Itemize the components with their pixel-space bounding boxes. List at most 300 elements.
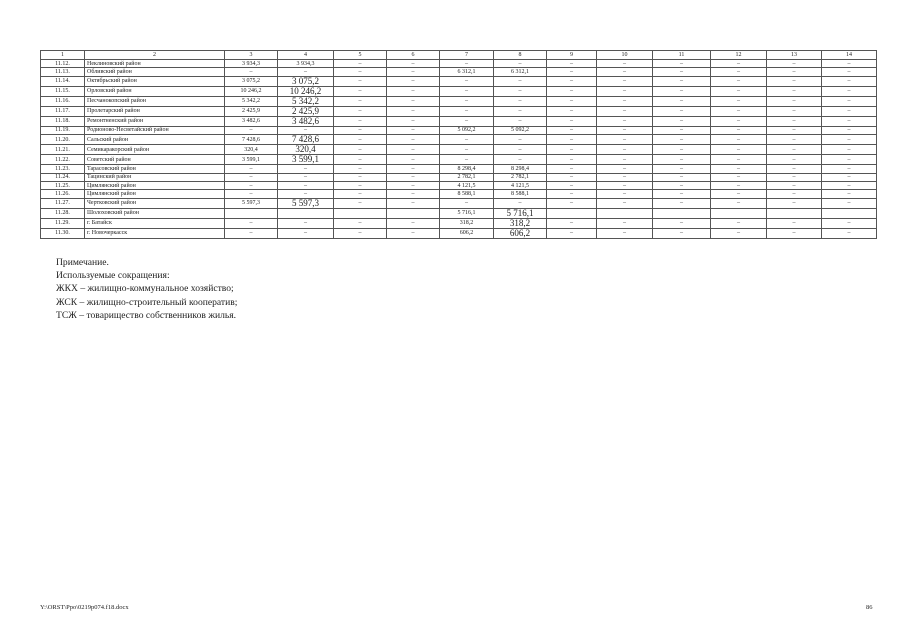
row-number-cell: 11.15.: [41, 86, 85, 96]
note-item-tszh: ТСЖ – товарищество собственников жилья.: [56, 309, 237, 321]
value-cell: –: [822, 106, 877, 116]
value-cell: –: [711, 165, 767, 173]
row-number-cell: 11.25.: [41, 181, 85, 189]
value-cell: –: [822, 165, 877, 173]
value-cell: [278, 208, 334, 218]
value-cell: –: [278, 218, 334, 228]
value-cell: –: [767, 218, 822, 228]
value-cell: –: [597, 106, 653, 116]
value-cell: –: [597, 76, 653, 86]
value-cell: –: [822, 155, 877, 165]
value-cell: 606,2: [440, 228, 494, 238]
value-cell: –: [494, 60, 547, 68]
value-cell: –: [767, 181, 822, 189]
value-cell: –: [711, 155, 767, 165]
value-cell: –: [278, 68, 334, 76]
value-cell: –: [334, 68, 387, 76]
table-row: [41, 218, 877, 228]
value-cell: –: [767, 60, 822, 68]
value-cell: 5 092,2: [494, 126, 547, 134]
value-cell: –: [597, 228, 653, 238]
value-cell: –: [767, 135, 822, 145]
value-cell: –: [653, 218, 711, 228]
value-cell: –: [597, 198, 653, 208]
value-cell: –: [334, 198, 387, 208]
value-cell: 8 298,4: [440, 165, 494, 173]
district-name-cell: Тарасовский район: [85, 165, 225, 173]
district-name-cell: Цимлянский район: [85, 190, 225, 198]
column-header: 11: [653, 51, 711, 60]
value-cell: –: [547, 68, 597, 76]
value-cell: –: [334, 173, 387, 181]
value-cell: –: [547, 86, 597, 96]
value-cell: 3 934,3: [278, 60, 334, 68]
value-cell: –: [494, 198, 547, 208]
value-cell: –: [225, 68, 278, 76]
district-name-cell: Тацинский район: [85, 173, 225, 181]
value-cell: 320,4: [278, 145, 334, 155]
footer-file-path: Y:\ORST\Ppo\0219p074.f18.docx: [40, 604, 129, 611]
value-cell: –: [653, 165, 711, 173]
value-cell: –: [334, 145, 387, 155]
value-cell: –: [494, 96, 547, 106]
district-name-cell: Орловский район: [85, 86, 225, 96]
value-cell: –: [440, 60, 494, 68]
row-number-cell: 11.30.: [41, 228, 85, 238]
value-cell: –: [547, 135, 597, 145]
value-cell: –: [767, 165, 822, 173]
value-cell: –: [440, 135, 494, 145]
value-cell: –: [822, 86, 877, 96]
value-cell: –: [225, 181, 278, 189]
value-cell: –: [711, 96, 767, 106]
value-cell: –: [225, 190, 278, 198]
value-cell: –: [767, 96, 822, 106]
value-cell: –: [597, 155, 653, 165]
value-cell: –: [653, 68, 711, 76]
value-cell: –: [494, 145, 547, 155]
value-cell: [822, 208, 877, 218]
value-cell: 3 482,6: [225, 116, 278, 126]
value-cell: 5 716,1: [440, 208, 494, 218]
value-cell: –: [278, 165, 334, 173]
value-cell: –: [494, 116, 547, 126]
value-cell: –: [767, 228, 822, 238]
value-cell: –: [822, 145, 877, 155]
table-row: [41, 126, 877, 134]
note-item-zhsk: ЖСК – жилищно-строительный кооператив;: [56, 296, 238, 308]
value-cell: –: [597, 116, 653, 126]
value-cell: –: [711, 173, 767, 181]
value-cell: –: [334, 181, 387, 189]
value-cell: 3 934,3: [225, 60, 278, 68]
table-row: [41, 190, 877, 198]
value-cell: –: [597, 190, 653, 198]
district-name-cell: Неклиновский район: [85, 60, 225, 68]
value-cell: –: [387, 86, 440, 96]
value-cell: –: [711, 106, 767, 116]
column-header: 7: [440, 51, 494, 60]
column-header: 3: [225, 51, 278, 60]
value-cell: –: [711, 228, 767, 238]
district-name-cell: Цимлянский район: [85, 181, 225, 189]
district-name-cell: Советский район: [85, 155, 225, 165]
value-cell: –: [767, 86, 822, 96]
value-cell: –: [494, 155, 547, 165]
value-cell: –: [767, 155, 822, 165]
value-cell: –: [822, 190, 877, 198]
value-cell: –: [711, 116, 767, 126]
column-header: 5: [334, 51, 387, 60]
value-cell: –: [334, 228, 387, 238]
value-cell: –: [440, 76, 494, 86]
row-number-cell: 11.22.: [41, 155, 85, 165]
value-cell: 3 075,2: [278, 76, 334, 86]
notes-title: Примечание.: [56, 257, 109, 268]
value-cell: –: [767, 76, 822, 86]
value-cell: –: [334, 190, 387, 198]
value-cell: –: [387, 145, 440, 155]
value-cell: –: [334, 165, 387, 173]
value-cell: –: [653, 135, 711, 145]
value-cell: –: [387, 218, 440, 228]
notes-block: [56, 256, 237, 322]
value-cell: –: [334, 76, 387, 86]
value-cell: –: [711, 218, 767, 228]
row-number-cell: 11.16.: [41, 96, 85, 106]
value-cell: –: [278, 228, 334, 238]
value-cell: 5 342,2: [278, 96, 334, 106]
value-cell: –: [440, 86, 494, 96]
row-number-cell: 11.28.: [41, 208, 85, 218]
row-number-cell: 11.23.: [41, 165, 85, 173]
value-cell: –: [334, 96, 387, 106]
value-cell: –: [278, 173, 334, 181]
row-number-cell: 11.18.: [41, 116, 85, 126]
value-cell: 5 342,2: [225, 96, 278, 106]
value-cell: –: [822, 76, 877, 86]
value-cell: 2 782,1: [494, 173, 547, 181]
table-body: [41, 60, 877, 239]
row-number-cell: 11.26.: [41, 190, 85, 198]
value-cell: –: [767, 68, 822, 76]
value-cell: –: [597, 135, 653, 145]
value-cell: 320,4: [225, 145, 278, 155]
value-cell: –: [653, 86, 711, 96]
value-cell: –: [711, 86, 767, 96]
value-cell: –: [597, 86, 653, 96]
table-row: [41, 198, 877, 208]
value-cell: –: [334, 155, 387, 165]
value-cell: –: [387, 155, 440, 165]
value-cell: –: [387, 60, 440, 68]
value-cell: –: [547, 228, 597, 238]
value-cell: –: [711, 181, 767, 189]
row-number-cell: 11.14.: [41, 76, 85, 86]
value-cell: –: [494, 135, 547, 145]
value-cell: –: [597, 68, 653, 76]
value-cell: –: [225, 165, 278, 173]
value-cell: –: [440, 106, 494, 116]
value-cell: 2 425,9: [225, 106, 278, 116]
value-cell: –: [547, 145, 597, 155]
value-cell: 3 482,6: [278, 116, 334, 126]
value-cell: 10 246,2: [225, 86, 278, 96]
value-cell: –: [225, 228, 278, 238]
value-cell: 6 312,1: [494, 68, 547, 76]
table-row: [41, 116, 877, 126]
value-cell: –: [597, 126, 653, 134]
header-row: [41, 51, 877, 60]
value-cell: –: [597, 165, 653, 173]
value-cell: –: [387, 173, 440, 181]
value-cell: –: [767, 198, 822, 208]
value-cell: –: [597, 181, 653, 189]
value-cell: [225, 208, 278, 218]
district-name-cell: Обливский район: [85, 68, 225, 76]
value-cell: –: [597, 96, 653, 106]
value-cell: 4 121,5: [494, 181, 547, 189]
value-cell: –: [334, 126, 387, 134]
district-name-cell: Сальский район: [85, 135, 225, 145]
value-cell: 7 428,6: [225, 135, 278, 145]
row-number-cell: 11.20.: [41, 135, 85, 145]
value-cell: 318,2: [494, 218, 547, 228]
value-cell: –: [597, 173, 653, 181]
table-row: [41, 145, 877, 155]
value-cell: 5 092,2: [440, 126, 494, 134]
value-cell: –: [653, 228, 711, 238]
value-cell: 8 588,1: [440, 190, 494, 198]
column-header: 8: [494, 51, 547, 60]
value-cell: [767, 208, 822, 218]
table-row: [41, 68, 877, 76]
value-cell: 3 599,1: [225, 155, 278, 165]
district-name-cell: Чертковский район: [85, 198, 225, 208]
district-name-cell: Шолоховский район: [85, 208, 225, 218]
value-cell: –: [653, 190, 711, 198]
value-cell: –: [547, 106, 597, 116]
value-cell: 3 599,1: [278, 155, 334, 165]
value-cell: –: [822, 173, 877, 181]
value-cell: –: [653, 173, 711, 181]
row-number-cell: 11.13.: [41, 68, 85, 76]
table-row: [41, 135, 877, 145]
value-cell: –: [334, 86, 387, 96]
value-cell: –: [440, 198, 494, 208]
column-header: 13: [767, 51, 822, 60]
value-cell: –: [547, 60, 597, 68]
value-cell: –: [822, 68, 877, 76]
district-name-cell: Родионово-Несветайский район: [85, 126, 225, 134]
row-number-cell: 11.17.: [41, 106, 85, 116]
value-cell: –: [494, 76, 547, 86]
value-cell: –: [494, 86, 547, 96]
district-name-cell: Октябрьский район: [85, 76, 225, 86]
value-cell: –: [334, 106, 387, 116]
value-cell: –: [225, 126, 278, 134]
value-cell: –: [767, 116, 822, 126]
value-cell: –: [767, 190, 822, 198]
value-cell: –: [387, 165, 440, 173]
value-cell: –: [334, 218, 387, 228]
value-cell: –: [440, 155, 494, 165]
value-cell: –: [387, 181, 440, 189]
table-row: [41, 60, 877, 68]
row-number-cell: 11.24.: [41, 173, 85, 181]
value-cell: –: [711, 126, 767, 134]
district-name-cell: г. Новочеркасск: [85, 228, 225, 238]
value-cell: –: [822, 181, 877, 189]
value-cell: –: [440, 145, 494, 155]
value-cell: –: [547, 155, 597, 165]
value-cell: –: [387, 68, 440, 76]
value-cell: –: [334, 135, 387, 145]
row-number-cell: 11.27.: [41, 198, 85, 208]
value-cell: –: [387, 198, 440, 208]
value-cell: 7 428,6: [278, 135, 334, 145]
table-row: [41, 76, 877, 86]
value-cell: –: [711, 135, 767, 145]
value-cell: –: [387, 190, 440, 198]
value-cell: –: [225, 173, 278, 181]
value-cell: –: [767, 145, 822, 155]
value-cell: 606,2: [494, 228, 547, 238]
value-cell: –: [711, 145, 767, 155]
value-cell: [653, 208, 711, 218]
value-cell: –: [653, 60, 711, 68]
value-cell: –: [387, 106, 440, 116]
table-row: [41, 165, 877, 173]
value-cell: –: [440, 116, 494, 126]
row-number-cell: 11.12.: [41, 60, 85, 68]
value-cell: 10 246,2: [278, 86, 334, 96]
value-cell: –: [547, 198, 597, 208]
notes-intro: Используемые сокращения:: [56, 270, 170, 282]
value-cell: –: [767, 173, 822, 181]
value-cell: –: [387, 126, 440, 134]
value-cell: –: [822, 135, 877, 145]
value-cell: –: [653, 106, 711, 116]
column-header: 1: [41, 51, 85, 60]
value-cell: –: [653, 126, 711, 134]
value-cell: –: [653, 145, 711, 155]
column-header: 9: [547, 51, 597, 60]
value-cell: –: [547, 190, 597, 198]
page-number: 86: [866, 604, 873, 611]
value-cell: –: [440, 96, 494, 106]
column-header: 14: [822, 51, 877, 60]
table-row: [41, 155, 877, 165]
value-cell: –: [822, 116, 877, 126]
value-cell: –: [597, 145, 653, 155]
district-name-cell: Семикаракорский район: [85, 145, 225, 155]
value-cell: –: [225, 218, 278, 228]
value-cell: –: [278, 181, 334, 189]
table-row: [41, 181, 877, 189]
district-name-cell: г. Батайск: [85, 218, 225, 228]
value-cell: –: [711, 76, 767, 86]
value-cell: –: [278, 190, 334, 198]
district-name-cell: Пролетарский район: [85, 106, 225, 116]
value-cell: [547, 208, 597, 218]
column-header: 2: [85, 51, 225, 60]
value-cell: 4 121,5: [440, 181, 494, 189]
row-number-cell: 11.21.: [41, 145, 85, 155]
value-cell: –: [387, 116, 440, 126]
column-header: 10: [597, 51, 653, 60]
value-cell: –: [494, 106, 547, 116]
value-cell: –: [653, 155, 711, 165]
value-cell: –: [547, 218, 597, 228]
value-cell: –: [822, 60, 877, 68]
district-name-cell: Песчанокопский район: [85, 96, 225, 106]
table-row: [41, 228, 877, 238]
value-cell: 318,2: [440, 218, 494, 228]
value-cell: [597, 208, 653, 218]
value-cell: –: [653, 96, 711, 106]
table-row: [41, 96, 877, 106]
value-cell: 5 597,3: [225, 198, 278, 208]
table-row: [41, 208, 877, 218]
value-cell: –: [822, 126, 877, 134]
value-cell: –: [597, 218, 653, 228]
row-number-cell: 11.19.: [41, 126, 85, 134]
value-cell: –: [822, 198, 877, 208]
row-number-cell: 11.29.: [41, 218, 85, 228]
value-cell: [711, 208, 767, 218]
value-cell: –: [547, 173, 597, 181]
value-cell: –: [547, 126, 597, 134]
value-cell: 5 597,3: [278, 198, 334, 208]
value-cell: –: [767, 126, 822, 134]
district-name-cell: Ремонтненский район: [85, 116, 225, 126]
value-cell: –: [387, 76, 440, 86]
value-cell: 2 425,9: [278, 106, 334, 116]
value-cell: –: [653, 116, 711, 126]
value-cell: –: [387, 228, 440, 238]
value-cell: –: [822, 228, 877, 238]
column-header: 4: [278, 51, 334, 60]
value-cell: –: [547, 96, 597, 106]
value-cell: –: [653, 181, 711, 189]
value-cell: –: [711, 60, 767, 68]
table-row: [41, 106, 877, 116]
value-cell: –: [387, 96, 440, 106]
value-cell: –: [597, 60, 653, 68]
value-cell: 6 312,1: [440, 68, 494, 76]
column-header: 12: [711, 51, 767, 60]
value-cell: –: [653, 76, 711, 86]
value-cell: –: [711, 198, 767, 208]
value-cell: 3 075,2: [225, 76, 278, 86]
value-cell: –: [334, 60, 387, 68]
value-cell: –: [822, 96, 877, 106]
column-header: 6: [387, 51, 440, 60]
value-cell: –: [822, 218, 877, 228]
value-cell: –: [653, 198, 711, 208]
value-cell: –: [334, 116, 387, 126]
value-cell: [334, 208, 387, 218]
value-cell: –: [547, 116, 597, 126]
value-cell: –: [278, 126, 334, 134]
value-cell: –: [711, 68, 767, 76]
value-cell: –: [711, 190, 767, 198]
value-cell: –: [547, 76, 597, 86]
value-cell: –: [387, 135, 440, 145]
value-cell: –: [767, 106, 822, 116]
value-cell: 2 782,1: [440, 173, 494, 181]
